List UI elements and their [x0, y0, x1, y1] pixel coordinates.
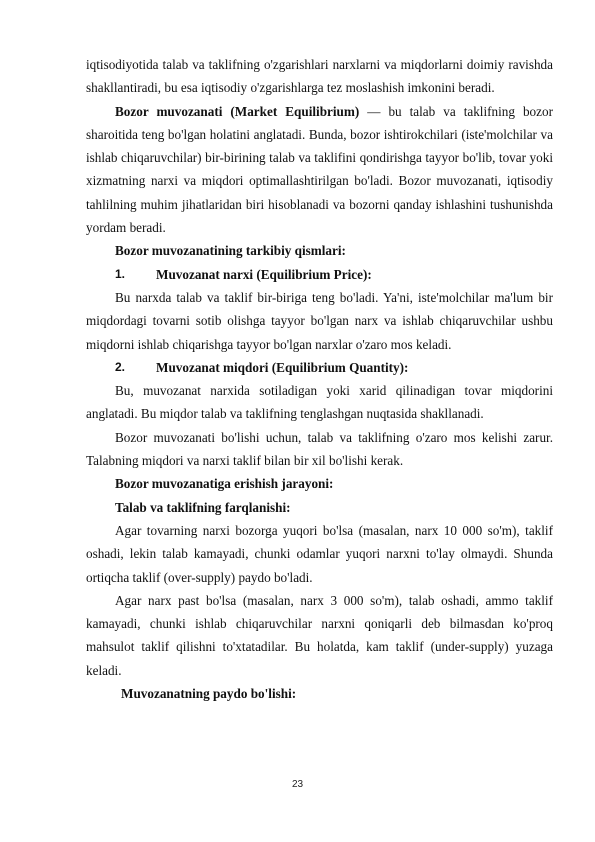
page-number: 23	[291, 779, 304, 790]
item-number: 2.	[115, 359, 126, 374]
sub-heading: Muvozanatning paydo bo'lishi:	[121, 686, 297, 702]
numbered-item	[86, 263, 553, 286]
term-bold: Bozor muvozanati (Market Equilibrium)	[115, 103, 360, 119]
paragraph: Bu, muvozanat narxida sotiladigan yoki xarid qilinadigan tovar miqdorini anglatadi. Bu miqdor talab va taklifning tenglashgan nuqtasida shakllanadi.	[86, 383, 553, 422]
paragraph: iqtisodiyotida talab va taklifning o'zgarishlari narxlarni va miqdorlarni doimiy ravishda shakllantiradi, bu esa iqtisodiy o'zgarishlarga tez moslashish imkonini beradi.	[86, 57, 553, 96]
section-heading: Bozor muvozanatiga erishish jarayoni:	[115, 476, 334, 492]
paragraph: Agar narx past bo'lsa (masalan, narx 3 000 so'm), talab oshadi, ammo taklif kamayadi, chunki ishlab chiqaruvchilar narxni qoniqarli deb bilmasdan ko'proq mahsulot taklif qilishni to'xtatadilar. Bu holatda, kam taklif (under-supply) yuzaga keladi.	[86, 592, 553, 678]
paragraph-definition	[86, 100, 553, 240]
section-heading: Bozor muvozanatining tarkibiy qismlari:	[115, 243, 346, 259]
numbered-item	[86, 356, 553, 379]
item-title: Muvozanat miqdori (Equilibrium Quantity):	[156, 359, 409, 375]
paragraph: Agar tovarning narxi bozorga yuqori bo'lsa (masalan, narx 10 000 so'm), taklif oshadi, lekin talab kamayadi, chunki odamlar yuqori narxni to'lay olmaydi. Shunda ortiqcha taklif (over-supply) paydo bo'ladi.	[86, 522, 553, 585]
item-title: Muvozanat narxi (Equilibrium Price):	[156, 266, 372, 282]
paragraph: Bozor muvozanati bo'lishi uchun, talab va taklifning o'zaro mos kelishi zarur. Talabning miqdori va narxi taklif bilan bir xil bo'lishi kerak.	[86, 429, 553, 469]
page-body	[86, 53, 553, 705]
paragraph: Bu narxda talab va taklif bir-biriga teng bo'ladi. Ya'ni, iste'molchilar ma'lum bir miqdordagi tovarni sotib olishga tayyor bo'lgan narx va ishlab chiqaruvchilar ushbu miqdorni ishlab chiqarishga tayyor bo'lgan narxlar o'zaro mos keladi.	[86, 289, 553, 352]
item-number: 1.	[115, 266, 126, 281]
definition-text: — bu talab va taklifning bozor sharoitida teng bo'lgan holatini anglatadi. Bunda, bozor ishtirokchilari (iste'molchilar va ishlab chiqaruvchilar) bir-birining talab va taklifini qondirishga tayyor bo'lib, tovar yoki xizmatning narxi va miqdori optimallashtirilgan bo'ladi. Bozor muvozanati, iqtisodiy tahlilning muhim jihatlaridan biri hisoblanadi va bozorni qanday ishlashini tushunishda yordam beradi.	[86, 103, 553, 236]
sub-heading: Talab va taklifning farqlanishi:	[115, 499, 291, 515]
